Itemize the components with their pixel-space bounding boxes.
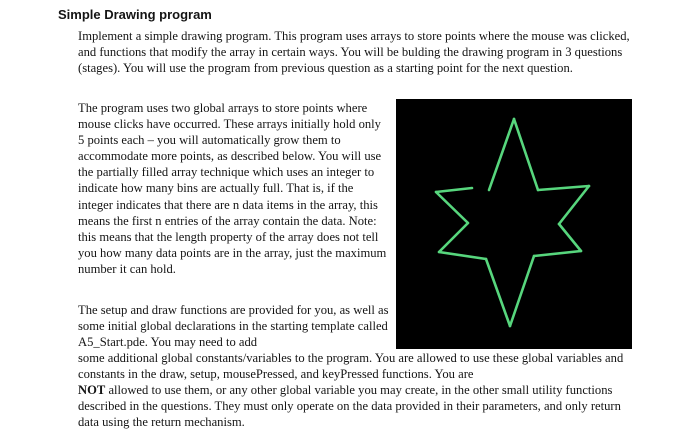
star-edge-3 (538, 186, 589, 190)
setup-paragraph-start: The setup and draw functions are provided for you, as well as some initial global declarations in the starting template called A5_Start.pde. You may need to add (78, 303, 389, 350)
setup-text-before-bold: some additional global constants/variables to the program. You are allowed to use these global variables and constants in the draw, setup, mousePressed, and keyPressed functions. You are (78, 351, 624, 382)
star-edge-4 (559, 186, 589, 224)
setup-paragraph-continued (78, 350, 638, 430)
arrays-paragraph: The program uses two global arrays to store points where mouse clicks have occurred. These arrays initially hold only 5 points each – you will automatically grow them to accommodate more points, as described below. You will use the partially filled array technique which uses an integer to indicate how many bins are actually full. That is, if the integer indicates that there are n data items in the array, this means the first n entries of the array contain the data. Note: this means that the length property of the array does not tell you how many data points are in the array, just the maximum number it can hold. (78, 101, 387, 276)
star-edge-12 (436, 188, 472, 192)
page-title: Simple Drawing program (58, 7, 212, 22)
not-emphasis: NOT (78, 383, 106, 398)
star-edge-1 (489, 119, 514, 190)
star-edge-6 (534, 251, 581, 256)
star-edge-8 (486, 259, 510, 326)
star-edge-11 (436, 192, 468, 223)
star-edge-7 (510, 256, 534, 326)
star-edge-2 (514, 119, 538, 190)
star-edge-10 (439, 223, 468, 252)
star-drawing-figure (396, 99, 632, 349)
star-edge-9 (439, 252, 486, 259)
star-drawing-icon (396, 99, 632, 349)
star-edge-5 (559, 224, 581, 251)
setup-text-after-bold: allowed to use them, or any other global variable you may create, in the other small utility functions described in the questions. They must only operate on the data provided in their parameters, and only return data using the return mechanism. (78, 383, 621, 430)
intro-paragraph: Implement a simple drawing program. This program uses arrays to store points where the mouse was clicked, and functions that modify the array in certain ways. You will be bulding the drawing program in 3 questions (stages). You will use the program from previous question as a starting point for the next question. (78, 29, 630, 76)
